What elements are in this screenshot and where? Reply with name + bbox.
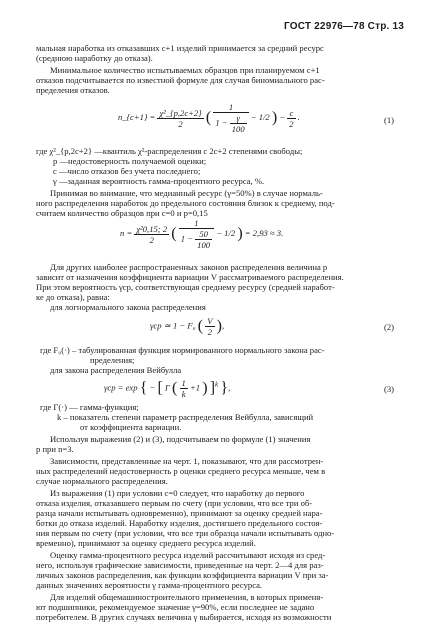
chi-square-term: χ²_{p,2c+2}: [159, 107, 202, 118]
text-line: где F₀(·) – табулированная функция нормированного нормального закона рас-: [40, 345, 325, 355]
text-line: мальная наработка из отказавших c+1 изделий принимается за средний ресурс: [36, 43, 324, 53]
text-line: него, используя графические зависимости, приведенные на черт. 2—4 для раз-: [36, 560, 324, 570]
text-line: ботки до отказа изделий. Наработку изделия, достигшего предельного состоя-: [36, 518, 323, 528]
text-line: пределения;: [90, 355, 135, 365]
text-line: Используя выражения (2) и (3), подсчитываем по формуле (1) значения: [50, 434, 311, 444]
definition-list: [40, 402, 313, 432]
denominator: 2: [178, 118, 183, 129]
definition-item: k – показатель степени параметр распределения Вейбулла, зависящий: [57, 412, 314, 422]
text-line: Оценку гамма-процентного ресурса изделий рассчитывают исходя из сред-: [50, 550, 326, 560]
text-line: потребителем. В других случаях величина γ выбирается, исходя из возможности: [36, 612, 332, 622]
text-line: для закона распределения Вейбулла: [50, 365, 182, 375]
text-line: пределения отказов.: [36, 85, 110, 95]
text-line: ния первым по счету (при условии, что все три образца начали испытывать одно-: [36, 528, 335, 538]
text-line: зависит от назначения коэффициента вариации V рассматриваемого распределения.: [36, 272, 344, 282]
equation-number: (3): [383, 384, 394, 394]
definition-item: c —число отказов без учета последнего;: [53, 166, 201, 176]
text-line: для логнормального закона распределения: [50, 302, 206, 312]
definition-list: [36, 146, 302, 186]
equation-number: (2): [383, 322, 394, 332]
formula-1: n_{c+1} = $\frac{\text{χ²\_\{p,2c+2\}}}{2}$ ( 1 1 − $\frac{\gamma}{100}$ − 1/2 ) − $\frac{c}{2}$ .: [118, 102, 300, 134]
equation-number: (1): [383, 115, 394, 125]
text-line: ных распределений недостоверность p оценки среднего ресурса меньше, чем в: [36, 466, 326, 476]
formula-3: γср ≃ 1 − F₀ ( $\frac{V}{2}$ ),: [150, 316, 225, 337]
definition-item: где Γ(·) — гамма-функция;: [40, 402, 139, 412]
text-line: При этом вероятность γср, соответствующая среднему ресурсу (средней наработ-: [36, 282, 335, 292]
definition-item: где χ²_{p,2c+2} —квантиль χ²-распределения с 2c+2 степенями свободы;: [36, 146, 303, 156]
formula-2: n = $\frac{\text{χ²0,15; 2}}{2}$ ( 1 1 − $\frac{50}{100}$ − 1/2 ) = 2,93 ≈ 3.: [120, 218, 284, 250]
text-line: ют подшипники, рекомендуемое значение γ=90%, если последнее не задано: [36, 602, 315, 612]
definition-item: γ —заданная вероятность гамма-процентного ресурса, %.: [53, 176, 265, 186]
page-header: ГОСТ 22976—78 Стр. 13: [284, 21, 404, 32]
text-line: ке до отказа), равна:: [36, 292, 110, 302]
text-line: ного распределения наработок до предельного состояния близок к среднему, под-: [36, 198, 335, 208]
formula-4: γср = exp { − [ Γ ( $\frac{1}{k}$ +1 ) ]$^k$ },: [104, 378, 231, 399]
text-line: Из выражения (1) при условии c=0 следует, что наработку до первого: [50, 488, 305, 498]
text-line: считаем количество образцов при c=0 и p=0,15: [36, 208, 208, 218]
text-line: Для других наиболее распространенных законов распределения величина p: [50, 262, 328, 272]
text-line: Принимая во внимание, что медианный ресурс (γ=50%) в случае нормаль-: [50, 188, 323, 198]
formula-fraction: [157, 108, 203, 129]
text-line: p при n=3.: [36, 444, 74, 454]
text-line: временно), принимают за оценку среднего ресурса изделий.: [36, 538, 256, 548]
definition-item: p —недостоверность получаемой оценки;: [53, 156, 207, 166]
text-line: (среднюю наработку до отказа).: [36, 53, 153, 63]
text-line: Для изделий общемашиностроительного применения, в которых применя-: [50, 592, 324, 602]
text-line: Минимальное количество испытываемых образцов при планируемом c+1: [50, 65, 320, 75]
text-line: данных значениях вероятности γ гамма-процентного ресурса.: [36, 580, 263, 590]
formula-lhs: n_{c+1} =: [118, 111, 158, 122]
text-line: отказа изделия, отказавшего первым по счету (при условии, что все три об-: [36, 498, 313, 508]
text-line: разца начали испытывать одновременно), принимают за оценку средней нара-: [36, 508, 323, 518]
text-line: отказов подсчитывается по известной формуле для случая биномиального рас-: [36, 75, 325, 85]
definition-item: от коэффициента вариации.: [80, 422, 182, 432]
text-line: случае нормального распределения.: [36, 476, 168, 486]
text-line: Зависимости, представленные на черт. 1, показывают, что для рассмотрен-: [50, 456, 324, 466]
text-line: личных законов распределения, как функции коэффициента вариации V при за-: [36, 570, 329, 580]
